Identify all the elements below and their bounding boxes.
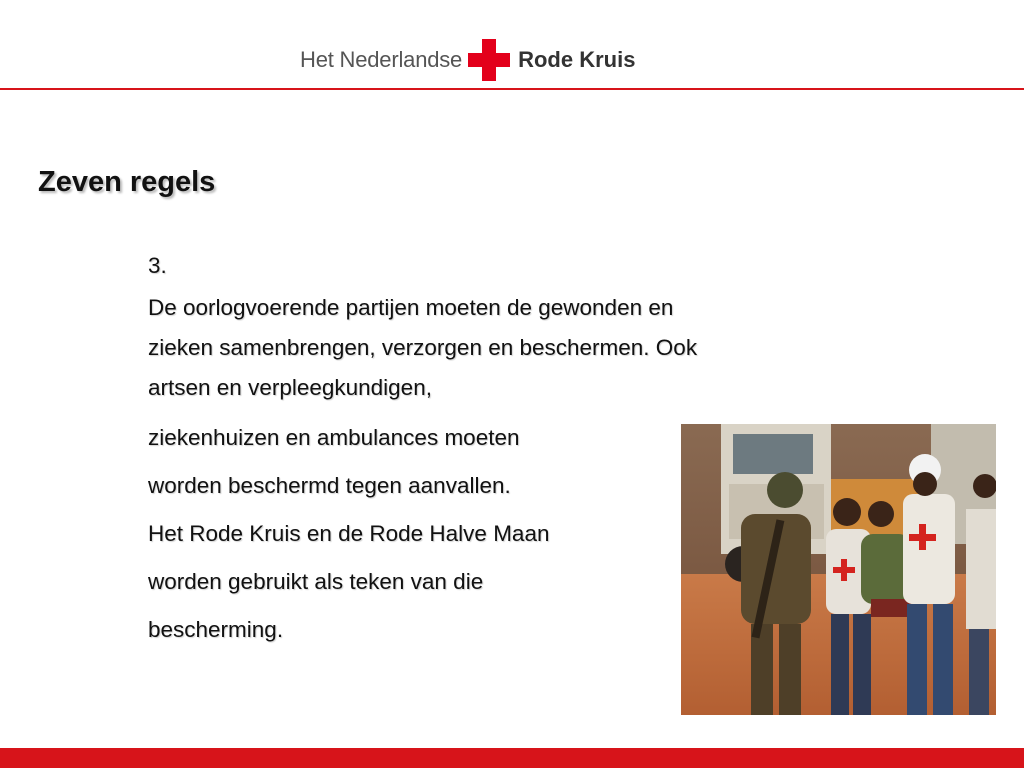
paragraph-line: De oorlogvoerende partijen moeten de gewonden en	[148, 295, 674, 320]
header	[0, 0, 1024, 90]
body-line: bescherming.	[148, 617, 284, 642]
paragraph-line: zieken samenbrengen, verzorgen en beschermen. Ook	[148, 335, 698, 360]
header-divider	[0, 88, 1024, 90]
red-cross-logo	[300, 38, 635, 82]
body-line: worden beschermd tegen aanvallen.	[148, 473, 511, 498]
red-cross-aid-photo	[681, 424, 996, 715]
rule-number: 3.	[148, 253, 167, 278]
body-line: Het Rode Kruis en de Rode Halve Maan	[148, 521, 550, 546]
paragraph-line: artsen en verpleegkundigen,	[148, 375, 432, 400]
body-line: ziekenhuizen en ambulances moeten	[148, 425, 520, 450]
red-cross-icon	[468, 39, 510, 81]
footer-bar	[0, 748, 1024, 768]
slide-title: Zeven regels	[38, 166, 216, 198]
rule-paragraph	[148, 288, 848, 408]
logo-text-right: Rode Kruis	[518, 47, 636, 72]
logo-text-left: Het Nederlandse	[300, 47, 463, 72]
body-line: worden gebruikt als teken van die	[148, 569, 484, 594]
